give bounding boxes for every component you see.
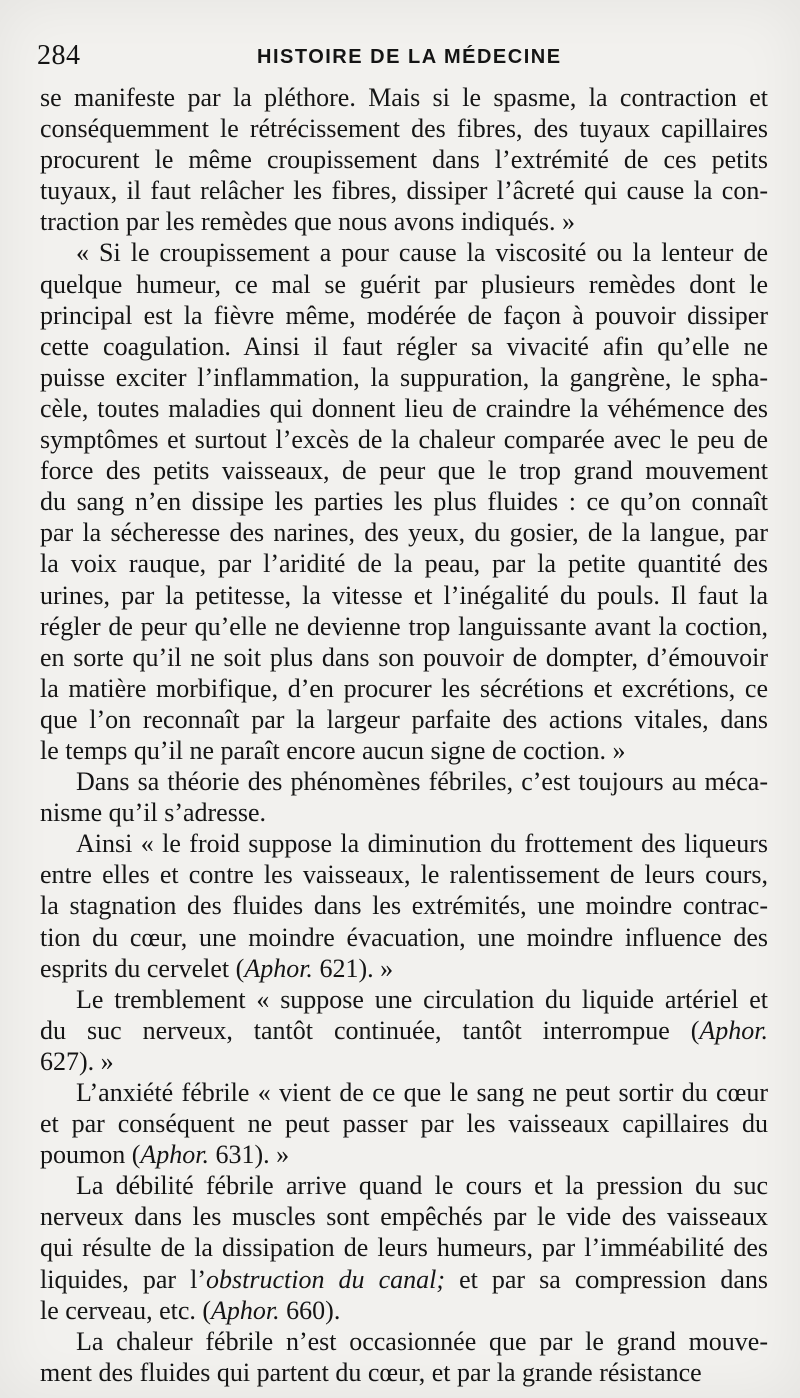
text-line: nisme qu’il s’adresse. — [40, 798, 267, 828]
text-line: Ainsi « le froid suppose la diminution du frottement des liqueurs — [76, 829, 768, 859]
text-line: tion du cœur, une moindre évacuation, une moindre influence des — [40, 922, 768, 952]
text-line: quelque humeur, ce mal se guérit par plusieurs remèdes dont le — [40, 269, 768, 299]
page-number: 284 — [37, 40, 81, 71]
text-line: la voix rauque, par l’aridité de la peau, par la petite quantité des — [40, 549, 768, 579]
italic-phrase: Aphor. — [211, 1295, 280, 1325]
italic-phrase: Aphor. — [699, 1015, 768, 1045]
text-line: traction par les remèdes que nous avons indiqués. » — [40, 207, 576, 237]
text-line: ment des fluides qui partent du cœur, et par la grande résistance — [40, 1357, 702, 1387]
paragraph — [40, 984, 768, 1077]
text-line: qui résulte de la dissipation de leurs humeurs, par l’imméabilité des — [40, 1233, 768, 1263]
text-line: poumon (Aphor. 631). » — [40, 1140, 290, 1170]
text-line: en sorte qu’il ne soit plus dans son pouvoir de dompter, d’émouvoir — [40, 642, 768, 672]
text-line: La débilité fébrile arrive quand le cours et la pression du suc — [76, 1171, 768, 1201]
text-line: La chaleur fébrile n’est occasionnée que par le grand mouve- — [76, 1326, 768, 1356]
text-line: entre elles et contre les vaisseaux, le ralentissement de leurs cours, — [40, 860, 768, 890]
text-line: nerveux dans les muscles sont empêchés par le vide des vaisseaux — [40, 1202, 768, 1232]
text-line: le cerveau, etc. (Aphor. 660). — [40, 1295, 341, 1325]
paragraph — [40, 1077, 768, 1170]
text-line: du sang n’en dissipe les parties les plus fluides : ce qu’on connaît — [40, 487, 768, 517]
text-line: Dans sa théorie des phénomènes fébriles, c’est toujours au méca- — [76, 767, 768, 797]
text-line: le temps qu’il ne paraît encore aucun signe de coction. » — [40, 735, 626, 765]
text-line: urines, par la petitesse, la vitesse et l’inégalité du pouls. Il faut la — [40, 580, 768, 610]
paragraph — [40, 82, 768, 237]
text-line: régler de peur qu’elle ne devienne trop languissante avant la coction, — [40, 611, 768, 641]
text-line: que l’on reconnaît par la largeur parfaite des actions vitales, dans — [40, 704, 768, 734]
text-line: force des petits vaisseaux, de peur que le trop grand mouvement — [40, 456, 768, 486]
paragraph — [40, 766, 768, 828]
italic-phrase: Aphor. — [140, 1140, 210, 1170]
text-line: esprits du cervelet (Aphor. 621). » — [40, 953, 394, 983]
text-line: se manifeste par la pléthore. Mais si le spasme, la contraction et — [40, 83, 768, 112]
italic-phrase: Aphor. — [244, 953, 313, 983]
paragraph — [40, 237, 768, 766]
text-line: puisse exciter l’inflammation, la suppuration, la gangrène, le spha- — [40, 362, 768, 392]
text-line: cèle, toutes maladies qui donnent lieu de craindre la véhémence des — [40, 393, 768, 423]
text-line: conséquemment le rétrécissement des fibres, des tuyaux capillaires — [40, 114, 768, 144]
text-line: liquides, par l’obstruction du canal; et par sa compression dans — [40, 1264, 768, 1294]
text-line: la stagnation des fluides dans les extrémités, une moindre contrac- — [40, 891, 768, 921]
text-line: la matière morbifique, d’en procurer les sécrétions et excrétions, ce — [40, 673, 768, 703]
text-line: principal est la fièvre même, modérée de façon à pouvoir dissiper — [40, 300, 768, 330]
italic-phrase: obstruction du canal; — [206, 1264, 446, 1294]
paragraph — [40, 1170, 768, 1325]
text-line: du suc nerveux, tantôt continuée, tantôt interrompue (Aphor. — [40, 1015, 768, 1045]
text-line: symptômes et surtout l’excès de la chaleur comparée avec le peu de — [40, 425, 768, 455]
text-line: et par conséquent ne peut passer par les vaisseaux capillaires du — [40, 1109, 768, 1139]
text-line: L’anxiété fébrile « vient de ce que le sang ne peut sortir du cœur — [76, 1078, 768, 1107]
paragraph — [40, 828, 768, 983]
text-line: cette coagulation. Ainsi il faut régler sa vivacité afin qu’elle ne — [40, 331, 768, 361]
text-line: Le tremblement « suppose une circulation du liquide artériel et — [76, 984, 768, 1014]
text-line: tuyaux, il faut relâcher les fibres, dissiper l’âcreté qui cause la con- — [40, 176, 768, 206]
text-line: par la sécheresse des narines, des yeux, du gosier, de la langue, par — [40, 518, 768, 548]
text-line: 627). » — [40, 1046, 114, 1076]
running-head — [37, 40, 767, 76]
body-text — [40, 82, 768, 1388]
text-line: « Si le croupissement a pour cause la viscosité ou la lenteur de — [76, 238, 768, 268]
running-title: HISTOIRE DE LA MÉDECINE — [257, 46, 562, 68]
paragraph — [40, 1326, 768, 1388]
text-line: procurent le même croupissement dans l’extrémité de ces petits — [40, 145, 768, 175]
